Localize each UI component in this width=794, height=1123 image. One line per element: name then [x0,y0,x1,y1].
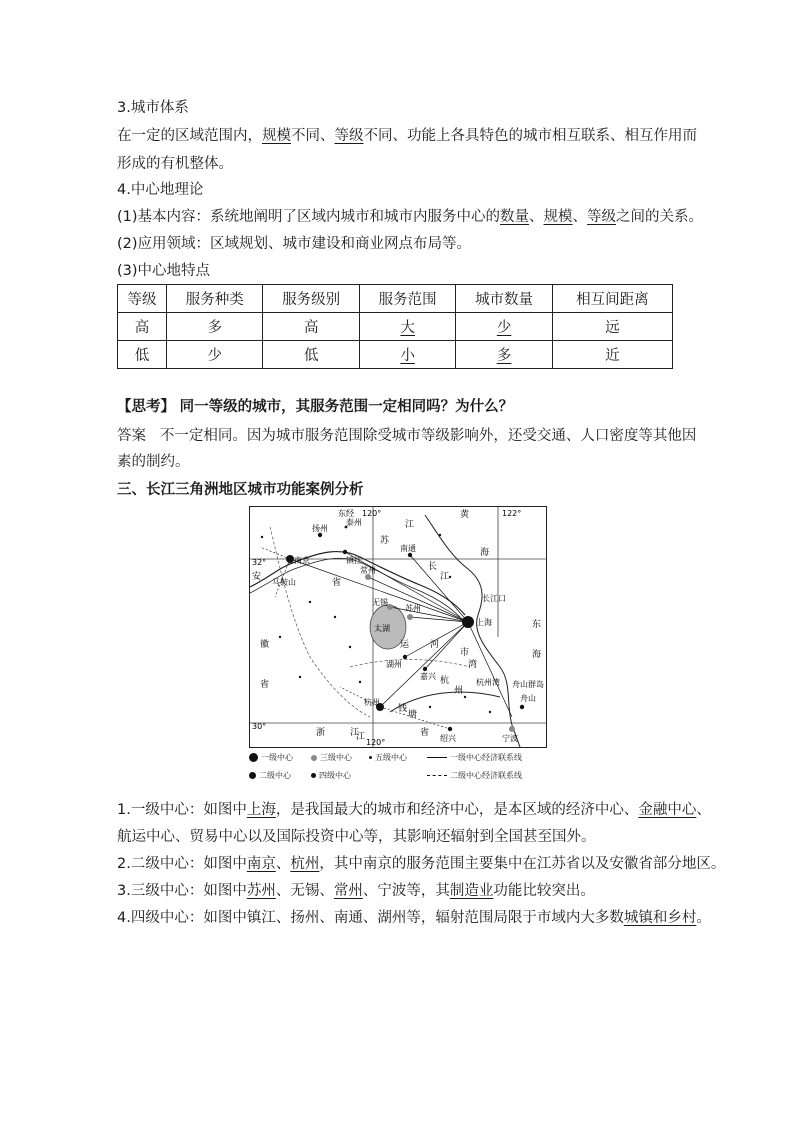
marker-suzhou [407,614,413,620]
svg-text:东: 东 [532,620,542,630]
label-jiaxing: 嘉兴 [420,672,436,681]
list-item-4: 4.四级中心：如图中镇江、扬州、南通、湖州等，辐射范围局限于市域内大多数城镇和乡村。 [117,910,711,926]
label-zhoushan-islands: 舟山群岛 [512,680,544,689]
section3-definition-end: 形成的有机整体。 [117,156,233,172]
think-question: 【思考】 同一等级的城市，其服务范围一定相同吗？为什么？ [117,399,514,415]
label-nanjing: 南京 [294,556,310,565]
table-row: 高 多 高 大 少 远 [118,313,673,341]
central-place-table [117,284,673,369]
svg-text:运: 运 [400,640,410,650]
label-suzhou: 苏州 [405,604,421,613]
label-taizhou: 泰州 [346,518,362,527]
label-nantong: 南通 [400,544,416,553]
marker-shaoxing [448,727,452,731]
marker-yangzhou [318,533,322,537]
svg-text:徽: 徽 [260,640,270,650]
svg-text:钱: 钱 [398,704,408,714]
label-120: 120° [362,509,382,518]
think-answer-end: 素的制约。 [117,454,190,470]
svg-text:省: 省 [260,680,270,690]
label-maanshan: 马鞍山 [272,578,296,587]
list-item-1-cont: 航运中心、贸易中心以及国际投资中心等，其影响还辐射到全国甚至国外。 [117,829,596,845]
label-yangzhou: 扬州 [312,524,328,533]
svg-text:江: 江 [440,572,450,582]
svg-text:黄: 黄 [460,510,470,520]
table-header-row: 等级 服务种类 服务级别 服务范围 城市数量 相互间距离 [118,285,673,313]
table-row: 低 少 低 小 多 近 [118,341,673,369]
think-label: 【思考】 [117,399,175,415]
svg-text:安: 安 [252,572,262,582]
svg-text:海: 海 [480,548,490,558]
secondary-connection-lines [260,547,450,729]
svg-text:江: 江 [405,520,415,530]
section4-application: (2)应用领域：区域规划、城市建设和商业网点布局等。 [117,236,472,252]
section-title: 三、长江三角洲地区城市功能案例分析 [117,482,364,498]
svg-text:塘: 塘 [408,710,418,720]
list-item-3: 3.三级中心：如图中苏州、无锡、常州、宁波等，其制造业功能比较突出。 [117,883,595,899]
label-hangzhou: 杭州 [364,698,380,707]
label-zhoushan: 舟山 [520,694,536,703]
legend-level5-icon [369,756,372,759]
label-wuxi: 无锡 [372,598,388,607]
svg-text:江: 江 [350,728,360,738]
svg-text:省: 省 [420,728,430,738]
section3-heading: 3.城市体系 [117,100,189,116]
svg-text:湾: 湾 [468,660,478,670]
map-legend: 一级中心 三级中心 五级中心 一级中心经济联系线 二级中心 四级中心 二级中心经济联系线 [249,752,549,786]
label-yangtze-estuary: 长江口 [482,594,506,603]
label-huzhou: 湖州 [386,660,402,669]
svg-text:省: 省 [332,578,342,588]
marker-zhoushan [520,705,524,709]
marker-jiaxing [423,667,427,671]
keyword-scale: 规模 [262,128,291,144]
legend-level1-icon [249,753,258,762]
section4-features-title: (3)中心地特点 [117,263,211,279]
legend-solid-line-icon [427,757,447,758]
legend-dashed-line-icon [427,775,447,776]
svg-text:海: 海 [532,650,542,660]
svg-text:州: 州 [454,686,464,696]
legend-level3-icon [311,755,317,761]
label-zhenjiang: 镇江 [346,556,362,565]
svg-text:市: 市 [460,648,470,658]
svg-text:浙: 浙 [316,728,326,738]
label-30: 30° [252,722,267,731]
label-shanghai: 上海 [476,618,492,627]
label-ningbo: 宁波 [502,734,518,743]
list-item-2: 2.二级中心：如图中南京、杭州，其中南京的服务范围主要集中在江苏省以及安徽省部分地区。 [117,856,726,872]
label-32: 32° [252,558,267,567]
think-answer: 答案 不一定相同。因为城市服务范围除受城市等级影响外，还受交通、人口密度等其他因 [117,428,697,444]
list-item-1: 1.一级中心：如图中上海，是我国最大的城市和经济中心，是本区域的经济中心、金融中心、 [117,802,711,818]
marker-nantong [408,553,412,557]
legend-level4-icon [311,773,316,778]
svg-text:长: 长 [428,562,438,572]
marker-zhenjiang [343,550,347,554]
label-122: 122° [502,509,522,518]
section4-basic-content: (1)基本内容：系统地阐明了区域内城市和城市内服务中心的数量、规模、等级之间的关系。 [117,209,704,225]
marker-nanjing [286,555,294,563]
svg-text:江: 江 [356,732,366,742]
marker-ningbo [509,726,515,732]
svg-text:杭: 杭 [440,676,450,686]
svg-text:苏: 苏 [380,536,390,546]
legend-level2-icon [249,772,256,779]
label-east-longitude: 东经 [338,509,354,518]
label-hangzhou-bay: 杭州湾 [476,678,500,687]
keyword-level: 等级 [334,128,364,144]
label-taihu: 太湖 [374,624,390,633]
label-changzhou: 常州 [360,566,376,575]
marker-huzhou [403,655,407,659]
label-120-bottom: 120° [366,738,386,747]
marker-shanghai [462,616,474,628]
section3-definition: 在一定的区域范围内，规模不同、等级不同、功能上各具特色的城市相互联系、相互作用而 [117,128,697,144]
svg-text:河: 河 [430,640,440,650]
label-shaoxing: 绍兴 [440,734,456,743]
section4-heading: 4.中心地理论 [117,182,204,198]
province-boundary [350,660,470,668]
answer-label: 答案 [117,428,146,444]
yangtze-delta-map [249,506,547,748]
